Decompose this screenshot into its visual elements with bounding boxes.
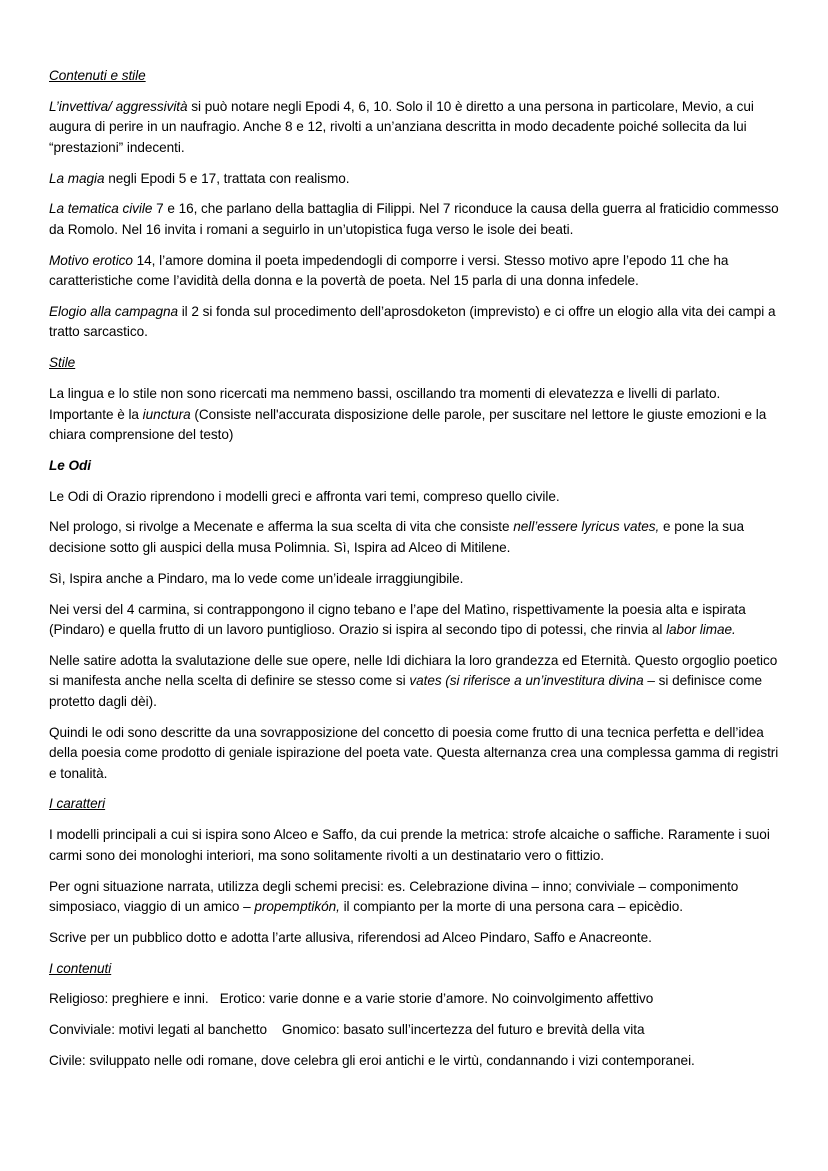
paragraph-odi-prologo: Nel prologo, si rivolge a Mecenate e afferma la sua scelta di vita che consiste nell’essere lyricus vates, e pone la sua decisione sotto gli auspici della musa Polimnia. Sì, Ispira ad Alceo di Mitilene. [49, 519, 744, 555]
paragraph-contenuti-religioso: Religioso: preghiere e inni. Erotico: varie donne e a varie storie d’amore. No coinvolgimento affettivo [49, 991, 654, 1007]
paragraph-odi-intro: Le Odi di Orazio riprendono i modelli greci e affronta vari temi, compreso quello civile. [49, 488, 560, 504]
paragraph-stile: La lingua e lo stile non sono ricercati ma nemmeno bassi, oscillando tra momenti di elevatezza e livelli di parlato. Importante è la iunctura (Consiste nell'accurata disposizione delle parole, per suscitare nel lettore le giuste emozioni e la chiara comprensione del testo) [49, 386, 767, 443]
paragraph-magia: La magia negli Epodi 5 e 17, trattata con realismo. [49, 170, 350, 186]
paragraph-odi-carmina: Nei versi del 4 carmina, si contrappongono il cigno tebano e l’ape del Matìno, rispettivamente la poesia alta e ispirata (Pindaro) e quella frutto di un lavoro puntiglioso. Orazio si ispira al secondo tipo di potessi, che rinvia al labor limae. [49, 601, 746, 638]
document-page [49, 66, 781, 1082]
section-heading-contenuti-stile: Contenuti e stile [49, 68, 146, 83]
section-heading-odi: Le Odi [49, 457, 91, 473]
section-heading-caratteri: I caratteri [49, 796, 106, 812]
paragraph-contenuti-conviviale: Conviviale: motivi legati al banchetto Gnomico: basato sull’incertezza del futuro e brevità della vita [49, 1022, 645, 1038]
paragraph-elogio-campagna: Elogio alla campagna il 2 si fonda sul procedimento dell’aprosdoketon (imprevisto) e ci offre un elogio alla vita dei campi a tratto sarcastico. [49, 303, 776, 340]
paragraph-contenuti-civile: Civile: sviluppato nelle odi romane, dove celebra gli eroi antichi e le virtù, condannando i vizi contemporanei. [49, 1053, 695, 1069]
paragraph-odi-sintesi: Quindi le odi sono descritte da una sovrapposizione del concetto di poesia come frutto di una tecnica perfetta e dell’idea della poesia come prodotto di geniale ispirazione del poeta vate. Questa alternanza crea una complessa gamma di registri e tonalità. [49, 724, 779, 781]
paragraph-motivo-erotico: Motivo erotico 14, l’amore domina il poeta impedendogli di comporre i versi. Stesso motivo apre l’epodo 11 che ha caratteristiche come l’avidità della donna e la povertà de poeta. Nel 15 parla di una donna infedele. [49, 252, 729, 289]
paragraph-odi-satire: Nelle satire adotta la svalutazione delle sue opere, nelle Idi dichiara la loro grandezza ed Eternità. Questo orgoglio poetico si manifesta anche nella scelta di definire se stesso come si vates (si riferisce a un’investitura divina – si definisce come protetto dagli dèi). [49, 652, 778, 709]
section-heading-stile: Stile [49, 355, 76, 371]
paragraph-tematica-civile: La tematica civile 7 e 16, che parlano della battaglia di Filippi. Nel 7 riconduce la causa della guerra al fraticidio commesso da Romolo. Nel 16 invita i romani a seguirlo in un’utopistica fuga verso le isole dei beati. [49, 201, 779, 237]
paragraph-caratteri-pubblico: Scrive per un pubblico dotto e adotta l’arte allusiva, riferendosi ad Alceo Pindaro, Saffo e Anacreonte. [49, 929, 652, 945]
section-heading-contenuti: I contenuti [49, 960, 112, 976]
paragraph-invettiva: L’invettiva/ aggressività si può notare negli Epodi 4, 6, 10. Solo il 10 è diretto a una persona in particolare, Mevio, a cui augura di perire in un naufragio. Anche 8 e 12, rivolti a un’anziana descritta in modo decadente poiché sollecita da lui “prestazioni” indecenti. [49, 98, 754, 155]
paragraph-caratteri-schemi: Per ogni situazione narrata, utilizza degli schemi precisi: es. Celebrazione divina – inno; conviviale – componimento simposiaco, viaggio di un amico – propemptikón, il compianto per la morte di una persona cara – epicèdio. [49, 878, 739, 915]
paragraph-caratteri-modelli: I modelli principali a cui si ispira sono Alceo e Saffo, da cui prende la metrica: strofe alcaiche o saffiche. Raramente i suoi carmi sono dei monologhi interiori, ma sono solitamente rivolti a un destinatario vero o fittizio. [49, 827, 770, 863]
paragraph-odi-pindaro: Sì, Ispira anche a Pindaro, ma lo vede come un’ideale irraggiungibile. [49, 570, 464, 586]
